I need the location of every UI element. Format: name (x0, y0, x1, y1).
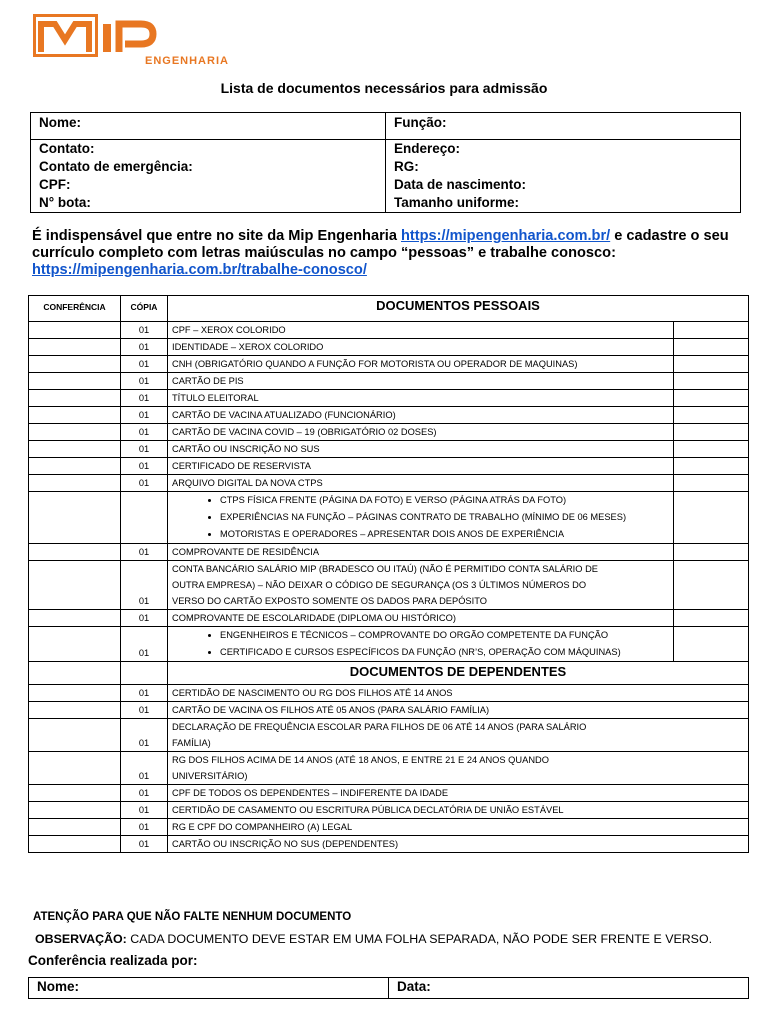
description-line: ARQUIVO DIGITAL DA NOVA CTPS (172, 478, 323, 488)
description-line: CPF DE TODOS OS DEPENDENTES – INDIFERENTE DA IDADE (172, 788, 449, 798)
info-field[interactable]: Tamanho uniforme: (386, 194, 741, 213)
copia-count: 01 (121, 441, 168, 458)
copia-count: 01 (121, 627, 168, 662)
document-row (29, 702, 749, 719)
copia-count: 01 (121, 752, 168, 785)
attention-note: ATENÇÃO PARA QUE NÃO FALTE NENHUM DOCUMENTO (33, 911, 352, 923)
copia-count: 01 (121, 544, 168, 561)
copia-count: 01 (121, 322, 168, 339)
description-line: CARTÃO OU INSCRIÇÃO NO SUS (172, 444, 320, 454)
bullet-item: • ENGENHEIROS E TÉCNICOS – COMPROVANTE DO ORGÃO COMPETENTE DA FUNÇÃO (220, 627, 669, 644)
empty-cell (121, 662, 168, 685)
mip-engenharia-logo (33, 14, 233, 66)
conferencia-checkbox-cell[interactable] (29, 836, 121, 853)
document-row (29, 610, 749, 627)
copia-count: 01 (121, 407, 168, 424)
bullet-item: • MOTORISTAS E OPERADORES – APRESENTAR DOIS ANOS DE EXPERIÊNCIA (220, 526, 669, 543)
document-description (168, 322, 674, 339)
conferencia-checkbox-cell[interactable] (29, 752, 121, 785)
documents-table (28, 295, 749, 853)
document-row (29, 627, 749, 662)
info-field[interactable]: Endereço: (386, 140, 741, 159)
document-row (29, 752, 749, 785)
document-description (168, 702, 749, 719)
document-description (168, 458, 674, 475)
notes-cell[interactable] (674, 390, 749, 407)
observation-note: OBSERVAÇÃO: CADA DOCUMENTO DEVE ESTAR EM UMA FOLHA SEPARADA, NÃO PODE SER FRENTE E VERSO. (35, 932, 713, 946)
copia-count: 01 (121, 458, 168, 475)
conferencia-checkbox-cell[interactable] (29, 475, 121, 492)
conferencia-checkbox-cell[interactable] (29, 819, 121, 836)
description-line: CONTA BANCÁRIO SALÁRIO MIP (BRADESCO OU ITAÚ) (NÃO É PERMITIDO CONTA SALÁRIO DE (172, 564, 598, 574)
document-row (29, 322, 749, 339)
copia-count: 01 (121, 475, 168, 492)
document-row (29, 785, 749, 802)
document-description (168, 819, 749, 836)
section-title: DOCUMENTOS DE DEPENDENTES (168, 662, 749, 685)
document-row (29, 719, 749, 752)
copia-count: 01 (121, 685, 168, 702)
copia-count (121, 492, 168, 544)
info-field[interactable]: RG: (386, 158, 741, 176)
description-line: CARTÃO OU INSCRIÇÃO NO SUS (DEPENDENTES) (172, 839, 399, 849)
info-field[interactable]: Função: (386, 113, 741, 140)
conferencia-checkbox-cell[interactable] (29, 339, 121, 356)
document-description (168, 752, 749, 785)
info-field[interactable]: N° bota: (31, 194, 386, 213)
document-row (29, 836, 749, 853)
description-line: CERTIDÃO DE NASCIMENTO OU RG DOS FILHOS ATÉ 14 ANOS (172, 688, 453, 698)
document-description (168, 685, 749, 702)
notes-cell[interactable] (674, 492, 749, 544)
conferencia-checkbox-cell[interactable] (29, 424, 121, 441)
notes-cell[interactable] (674, 441, 749, 458)
copia-count: 01 (121, 356, 168, 373)
empty-cell (29, 662, 121, 685)
description-line: RG E CPF DO COMPANHEIRO (A) LEGAL (172, 822, 353, 832)
description-line: COMPROVANTE DE RESIDÊNCIA (172, 547, 320, 557)
signature-table (28, 977, 749, 999)
notes-cell[interactable] (674, 458, 749, 475)
document-row (29, 561, 749, 610)
description-line: FAMÍLIA) (172, 738, 211, 748)
notes-cell[interactable] (674, 322, 749, 339)
description-line: CARTÃO DE VACINA OS FILHOS ATÉ 05 ANOS (PARA SALÁRIO FAMÍLIA) (172, 705, 490, 715)
careers-link[interactable]: https://mipengenharia.com.br/trabalhe-conosco/ (32, 262, 367, 278)
document-row (29, 819, 749, 836)
conferencia-checkbox-cell[interactable] (29, 627, 121, 662)
description-line: CERTIDÃO DE CASAMENTO OU ESCRITURA PÚBLICA DECLATÓRIA DE UNIÃO ESTÁVEL (172, 805, 564, 815)
copia-count: 01 (121, 610, 168, 627)
conferencia-checkbox-cell[interactable] (29, 441, 121, 458)
conferencia-checkbox-cell[interactable] (29, 407, 121, 424)
document-description (168, 785, 749, 802)
site-link[interactable]: https://mipengenharia.com.br/ (400, 228, 611, 244)
notes-cell[interactable] (674, 407, 749, 424)
info-field[interactable]: Contato de emergência: (31, 158, 386, 176)
notes-cell[interactable] (674, 339, 749, 356)
description-line: VERSO DO CARTÃO EXPOSTO SOMENTE OS DADOS PARA DEPÓSITO (172, 596, 487, 606)
notes-cell[interactable] (674, 544, 749, 561)
copia-count: 01 (121, 719, 168, 752)
bullet-item: • CTPS FÍSICA FRENTE (PÁGINA DA FOTO) E VERSO (PÁGINA ATRÁS DA FOTO) (220, 492, 669, 509)
signature-name-field[interactable]: Nome: (29, 978, 389, 999)
bullet-item: • CERTIFICADO E CURSOS ESPECÍFICOS DA FUNÇÃO (NR’S, OPERAÇÃO COM MÁQUINAS) (220, 644, 669, 661)
document-description (168, 610, 674, 627)
conferencia-checkbox-cell[interactable] (29, 390, 121, 407)
document-row (29, 373, 749, 390)
description-line: CNH (OBRIGATÓRIO QUANDO A FUNÇÃO FOR MOTORISTA OU OPERADOR DE MAQUINAS) (172, 359, 578, 369)
info-field[interactable]: Data de nascimento: (386, 176, 741, 194)
conferencia-checkbox-cell[interactable] (29, 373, 121, 390)
document-description (168, 339, 674, 356)
document-description (168, 719, 749, 752)
copia-count: 01 (121, 424, 168, 441)
copia-count: 01 (121, 702, 168, 719)
document-description (168, 802, 749, 819)
document-row (29, 390, 749, 407)
document-description (168, 441, 674, 458)
description-line: RG DOS FILHOS ACIMA DE 14 ANOS (ATÉ 18 ANOS, E ENTRE 21 E 24 ANOS QUANDO (172, 755, 549, 765)
col-copia-header: CÓPIA (121, 296, 168, 322)
conferencia-checkbox-cell[interactable] (29, 802, 121, 819)
description-line: CARTÃO DE VACINA COVID – 19 (OBRIGATÓRIO 02 DOSES) (172, 427, 437, 437)
document-description (168, 627, 674, 662)
notes-cell[interactable] (674, 373, 749, 390)
notes-cell[interactable] (674, 610, 749, 627)
document-description (168, 424, 674, 441)
copia-count: 01 (121, 390, 168, 407)
notes-cell[interactable] (674, 627, 749, 662)
notes-cell[interactable] (674, 424, 749, 441)
document-row (29, 492, 749, 544)
conferencia-checkbox-cell[interactable] (29, 785, 121, 802)
document-description (168, 561, 674, 610)
document-description (168, 407, 674, 424)
info-field[interactable]: CPF: (31, 176, 386, 194)
description-line: IDENTIDADE – XEROX COLORIDO (172, 342, 324, 352)
document-row (29, 475, 749, 492)
document-description (168, 836, 749, 853)
conferencia-checkbox-cell[interactable] (29, 544, 121, 561)
bullet-item: • EXPERIÊNCIAS NA FUNÇÃO – PÁGINAS CONTRATO DE TRABALHO (MÍNIMO DE 06 MESES) (220, 509, 669, 526)
document-row (29, 802, 749, 819)
conferencia-checkbox-cell[interactable] (29, 685, 121, 702)
copia-count: 01 (121, 561, 168, 610)
document-row (29, 339, 749, 356)
description-line: UNIVERSITÁRIO) (172, 771, 248, 781)
employee-info-table (30, 112, 741, 213)
document-description (168, 373, 674, 390)
copia-count: 01 (121, 819, 168, 836)
info-field[interactable]: Contato: (31, 140, 386, 159)
info-field[interactable]: Nome: (31, 113, 386, 140)
document-row (29, 424, 749, 441)
registration-notice: É indispensável que entre no site da Mip Engenharia https://mipengenharia.com.br/ e cadastre o seu currículo completo com letras maiúsculas no campo “pessoas” e trabalhe conosco: https://mipengenharia.com.br/trabalhe-conosco/ (32, 228, 729, 278)
signature-date-field[interactable]: Data: (389, 978, 749, 999)
document-row (29, 356, 749, 373)
document-description (168, 492, 674, 544)
copia-count: 01 (121, 785, 168, 802)
copia-count: 01 (121, 802, 168, 819)
description-line: CARTÃO DE PIS (172, 376, 244, 386)
conferencia-checkbox-cell[interactable] (29, 492, 121, 544)
description-line: CPF – XEROX COLORIDO (172, 325, 286, 335)
document-description (168, 356, 674, 373)
notes-cell[interactable] (674, 475, 749, 492)
document-row (29, 685, 749, 702)
copia-count: 01 (121, 373, 168, 390)
conference-label: Conferência realizada por: (28, 953, 198, 968)
copia-count: 01 (121, 339, 168, 356)
description-line: TÍTULO ELEITORAL (172, 393, 259, 403)
document-row (29, 441, 749, 458)
conferencia-checkbox-cell[interactable] (29, 719, 121, 752)
description-line: DECLARAÇÃO DE FREQUÊNCIA ESCOLAR PARA FILHOS DE 06 ATÉ 14 ANOS (PARA SALÁRIO (172, 722, 587, 732)
document-row (29, 407, 749, 424)
page-title: Lista de documentos necessários para admissão (220, 80, 548, 96)
conferencia-checkbox-cell[interactable] (29, 702, 121, 719)
document-row (29, 544, 749, 561)
notes-cell[interactable] (674, 356, 749, 373)
conferencia-checkbox-cell[interactable] (29, 610, 121, 627)
notes-cell[interactable] (674, 561, 749, 610)
conferencia-checkbox-cell[interactable] (29, 458, 121, 475)
col-conferencia-header: CONFERÊNCIA (29, 296, 121, 322)
conferencia-checkbox-cell[interactable] (29, 356, 121, 373)
logo-subtext: ENGENHARIA (145, 55, 229, 66)
document-row (29, 458, 749, 475)
document-description (168, 544, 674, 561)
section-title: DOCUMENTOS PESSOAIS (168, 296, 749, 322)
description-line: CERTIFICADO DE RESERVISTA (172, 461, 311, 471)
description-line: OUTRA EMPRESA) – NÃO DEIXAR O CÓDIGO DE SEGURANÇA (OS 3 ÚLTIMOS NÚMEROS DO (172, 580, 587, 590)
conferencia-checkbox-cell[interactable] (29, 322, 121, 339)
description-line: CARTÃO DE VACINA ATUALIZADO (FUNCIONÁRIO) (172, 410, 396, 420)
document-description (168, 475, 674, 492)
copia-count: 01 (121, 836, 168, 853)
document-description (168, 390, 674, 407)
description-line: COMPROVANTE DE ESCOLARIDADE (DIPLOMA OU HISTÓRICO) (172, 613, 456, 623)
conferencia-checkbox-cell[interactable] (29, 561, 121, 610)
